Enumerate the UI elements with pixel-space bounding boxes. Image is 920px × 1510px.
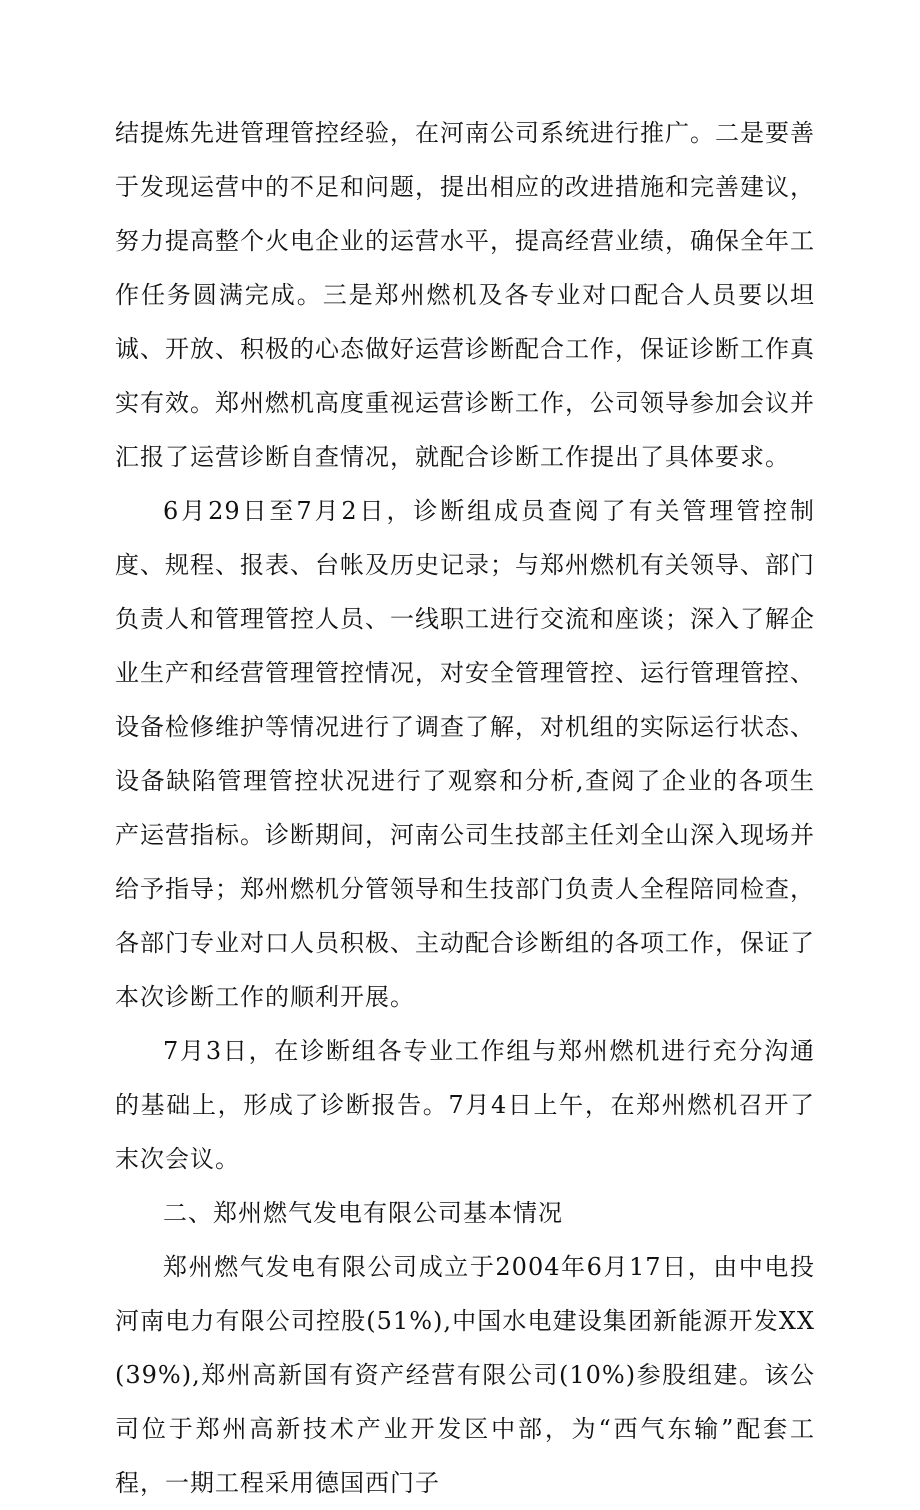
section-heading: 二、郑州燃气发电有限公司基本情况	[163, 1199, 563, 1227]
document-body	[115, 106, 815, 1510]
paragraph-continuation: 结提炼先进管理管控经验，在河南公司系统进行推广。二是要善于发现运营中的不足和问题，提出相应的改进措施和完善建议，努力提高整个火电企业的运营水平，提高经营业绩，确保全年工作任务圆满完成。三是郑州燃机及各专业对口配合人员要以坦诚、开放、积极的心态做好运营诊断配合工作，保证诊断工作真实有效。郑州燃机高度重视运营诊断工作，公司领导参加会议并汇报了运营诊断自查情况，就配合诊断工作提出了具体要求。	[115, 119, 815, 471]
paragraph-company-overview: 郑州燃气发电有限公司成立于2004年6月17日，由中电投河南电力有限公司控股(51%),中国水电建设集团新能源开发XX(39%),郑州高新国有资产经营有限公司(10%)参股组建。该公司位于郑州高新技术产业开发区中部，为“西气东输”配套工程，一期工程采用德国西门子	[115, 1253, 815, 1497]
paragraph-diagnosis-report: 7月3日，在诊断组各专业工作组与郑州燃机进行充分沟通的基础上，形成了诊断报告。7月4日上午，在郑州燃机召开了末次会议。	[115, 1037, 815, 1173]
paragraph-diagnosis-process: 6月29日至7月2日，诊断组成员查阅了有关管理管控制度、规程、报表、台帐及历史记录；与郑州燃机有关领导、部门负责人和管理管控人员、一线职工进行交流和座谈；深入了解企业生产和经营管理管控情况，对安全管理管控、运行管理管控、设备检修维护等情况进行了调查了解，对机组的实际运行状态、设备缺陷管理管控状况进行了观察和分析,查阅了企业的各项生产运营指标。诊断期间，河南公司生技部主任刘全山深入现场并给予指导；郑州燃机分管领导和生技部门负责人全程陪同检查，各部门专业对口人员积极、主动配合诊断组的各项工作，保证了本次诊断工作的顺利开展。	[115, 497, 815, 1011]
